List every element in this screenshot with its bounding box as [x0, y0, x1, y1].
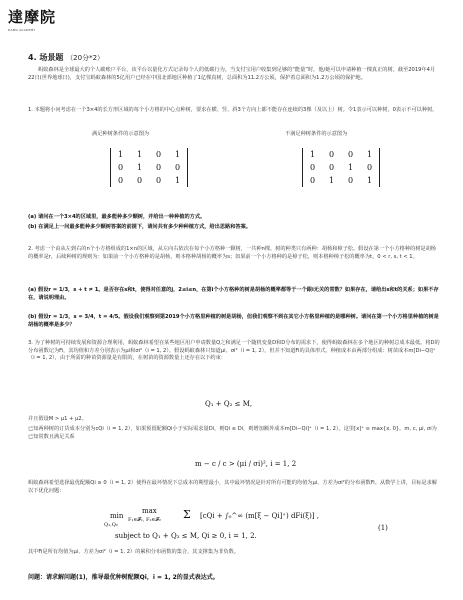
matrix-cell: 1 — [366, 176, 373, 185]
opt-objective: [cQi + ∫₀^∞ (m[ξ − Qi]⁺) dFi(ξ)] , — [200, 512, 320, 520]
q3-text-2: 并且假设M > μ1 + μ2。 — [28, 416, 87, 422]
section-title — [28, 52, 104, 63]
matrix-cell: 1 — [174, 176, 181, 185]
q3-text-3: 已知两种树的订货成本分别为cQi（i = 1, 2），如果预留配额Qi小于实际需求量Di，则Qi ≤ Di，则增加额外成本m[Di−Qi]⁺（i = 1, 2）。这里[x]⁺ ≡ max{x, 0}。m, c, μi, σi为已知常数且满足关系 — [28, 426, 437, 440]
matrix-row — [111, 148, 188, 161]
opt-max: max — [142, 507, 157, 515]
matrix-cell: 0 — [328, 150, 335, 159]
matrix-cell: 0 — [117, 163, 124, 172]
q1-text: 1. 本题将小问考虑在一个3×4的长方形区域的每个小方格的中心点种树，要求在横、竖、斜3个方向上都不能存在连续的3棵（及以上）树。令1表示可以种树，0表示不可以种树。 — [28, 107, 438, 113]
right-matrix-caption: 不满足种树条件的示意图为 — [285, 131, 348, 137]
damo-academy-logo — [8, 6, 56, 32]
q1-part-b: (b) 在满足上一问最多能种多少颗树答案的前提下，请问共有多少种种植方式，给出思路和答案。 — [28, 224, 251, 230]
matrix-cell: 0 — [347, 150, 354, 159]
invalid-planting-matrix — [302, 148, 380, 187]
q3-text-4: 蚂蚁森林希望选择最优配额Qi ≥ 0（i = 1, 2）使得在最坏情况下总成本的期望最小，其中最坏情况是针对所有可能的均值为μi、方差为σi²的分布函数Fi。从数学上讲，目标是求解以下优化问题： — [28, 480, 437, 494]
matrix-cell: 0 — [309, 176, 316, 185]
matrix-cell: 0 — [347, 176, 354, 185]
opt-min: min — [110, 512, 124, 520]
q2-text: 2. 考虑一个由从左到右的n个小方格组成的1×n的区域，从左向右依次在每个小方格种一颗树，一共种n棵。树的种类只有两种：胡杨和樟子松。假设在第一个小方格种的树是胡杨的概率是r，后续种树的规则为：如果前一个小方格种的是胡杨，则本格种胡杨的概率为s；如果前一个小方格种的是樟子松，则本格种樟子松的概率为t。0 < r, s, t < 1。 — [28, 246, 436, 260]
matrix-cell: 1 — [136, 163, 143, 172]
opt-sum: Σ — [183, 508, 191, 521]
matrix-cell: 1 — [347, 163, 354, 172]
intro-paragraph: 蚂蚁森林是全球最大的个人碳账户平台，该平台以量化方式记录每个人的低碳行为。当支付宝用户收集到足够的“能量”时，他/她可以申请种植一棵真正的树。截至2019年4月22日(世界地球日)，支付宝蚂蚁森林的5亿用户已经在中国北部地区种植了1亿棵真树，总面积为11.2万公顷，保护着总面积为1.2万公顷的保护地。 — [28, 67, 436, 81]
capacity-constraint: Q₁ + Q₂ ≤ M, — [205, 400, 253, 408]
matrix-row — [303, 174, 380, 187]
q3-text-1: 3. 为了种树的可持续发展和资源合理利用，蚂蚁森林希望在某些地区用户申请数量Q之和满足一个随机变量D和D分布的需求下，使得蚂蚁森林在多个地区的种树总成本最低。将D的分布函数记为Fi，其均值和方差分别表示为μi和σi²（i = 1, 2）。假设蚂蚁森林只知道μi、σi²（i = 1, 2），但并不知道Fi的具体形式。种植成本由两部分组成：树苗成本m[Di−Qi]⁺（i = 1, 2），由于所需的种苗资源量是有限的，在树苗的资源数量上还存在以下约束： — [28, 340, 440, 362]
q3-question: 问题：请求解问题(1)，推导最优种树配额Qi，i = 1, 2的显式表达式。 — [28, 574, 219, 581]
section-points: （20分*2） — [66, 54, 105, 62]
matrix-cell: 1 — [328, 176, 335, 185]
opt-subject-to: subject to Q₁ + Q₂ ≤ M, Qi ≥ 0, i = 1, 2. — [115, 532, 257, 540]
matrix-cell: 1 — [136, 150, 143, 159]
matrix-row — [111, 174, 188, 187]
left-matrix-caption: 满足种树条件的示意图为 — [92, 131, 150, 137]
opt-max-subscript: F₁∈𝓕₁, F₂∈𝓕₂ — [128, 517, 161, 523]
matrix-row — [303, 161, 380, 174]
matrix-cell: 0 — [309, 163, 316, 172]
q2-part-a: (a) 假设r = 1/3，s + t ≠ 1。是否存在s和t，使得对任意的j，2≤i≤n，在第i个小方格种的树是胡杨的概率都等于一个跟i无关的常数？如果存在，请给出s和t的关系；如果不存在，请说明理由。 — [28, 287, 439, 301]
matrix-cell: 0 — [366, 163, 373, 172]
opt-min-subscript: Q₁,Q₂ — [104, 522, 118, 528]
q3-text-5: 其中Fi是所有均值为μi、方差为σi²（i = 1, 2）的累积分布函数的集合，其支撑集为非负数。 — [28, 549, 239, 555]
matrix-row — [303, 148, 380, 161]
q2-part-b: (b) 假设r = 1/3，s = 3/4，t = 4/5。假设我们观察到第2019个小方格里种植的树是胡杨，但我们观察不到在其它小方格里种植的是哪种树。请问在第一个小方格里种植的树是胡杨的概率是多少？ — [28, 314, 439, 328]
logo-subtitle: DAMO ACADEMY — [8, 28, 36, 32]
equation-number: (1) — [378, 524, 388, 532]
logo-mark: 達摩院 — [8, 8, 57, 26]
matrix-cell: 1 — [174, 150, 181, 159]
matrix-cell: 0 — [136, 176, 143, 185]
matrix-cell: 0 — [328, 163, 335, 172]
matrix-cell: 0 — [117, 176, 124, 185]
matrix-cell: 0 — [155, 150, 162, 159]
matrix-cell: 1 — [117, 150, 124, 159]
parameter-relation: m − c / c > (μi / σi)², i = 1, 2 — [195, 460, 297, 468]
section-title-text: 4. 场景题 — [28, 53, 64, 62]
matrix-cell: 0 — [155, 163, 162, 172]
q1-part-a: (a) 请问在一个3×4的区域里，最多能种多少颗树，并给出一种种植的方式。 — [28, 214, 206, 220]
matrix-row — [111, 161, 188, 174]
matrix-cell: 1 — [366, 150, 373, 159]
valid-planting-matrix — [110, 148, 188, 187]
matrix-cell: 0 — [174, 163, 181, 172]
matrix-cell: 1 — [309, 150, 316, 159]
matrix-cell: 0 — [155, 176, 162, 185]
